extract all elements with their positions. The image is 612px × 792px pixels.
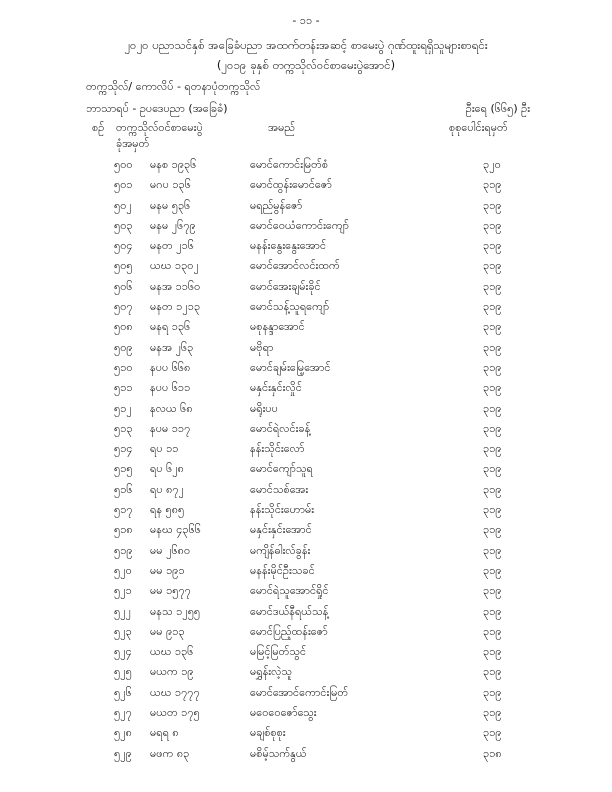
column-header-name: အမည် <box>268 121 296 134</box>
exam-number: ရပ ၆၂၈ <box>150 462 184 476</box>
row-number: ၅၁၇ <box>114 503 133 517</box>
exam-number: မနဃ ၄၃၆၆ <box>150 523 201 537</box>
table-row <box>0 338 612 358</box>
exam-number: မမ ၁၅၇၇ <box>150 584 191 598</box>
table-row <box>0 561 612 581</box>
table-row <box>0 256 612 276</box>
student-name: မောင်ကျော်သူရ <box>250 462 313 476</box>
row-number: ၅၁၀ <box>114 360 133 374</box>
table-row <box>0 378 612 398</box>
table-row <box>0 399 612 419</box>
exam-number: မနရ ၁၃၆ <box>150 320 191 334</box>
table-row <box>0 541 612 561</box>
student-name: နန်းသိုင်းဟောမ်း <box>250 503 315 517</box>
row-number: ၅၂၀ <box>114 563 132 577</box>
student-name: မောင်အောင်ကောင်းမြတ် <box>250 685 349 699</box>
exam-number: ယဃ ၁၃၆ <box>150 645 194 659</box>
subject-label: ဘာသာရပ် - ဥပဒေပညာ (အခြေခံ) <box>86 102 228 115</box>
student-name: မောင်ကောင်းမြတ်စံ <box>250 158 329 171</box>
total-score: ၃၁၉ <box>483 726 502 740</box>
student-name: နန်းသိုင်းလော် <box>250 442 305 456</box>
student-name: မောင်ဝေယံကောင်းကျော် <box>250 218 349 232</box>
student-name: မဗိုရာ <box>250 340 274 354</box>
row-number: ၅၂၈ <box>114 726 132 740</box>
total-score: ၃၁၉ <box>483 300 502 314</box>
row-number: ၅၂၅ <box>114 665 132 679</box>
row-number: ၅၀၅ <box>114 259 133 273</box>
table-row <box>0 439 612 459</box>
exam-number: မဂပ ၁၃၆ <box>150 178 191 192</box>
student-name: မောင်ချမ်းမြေ့အောင် <box>250 360 331 374</box>
exam-number: ရပ ၈၇၂ <box>150 482 184 496</box>
exam-number: မနမ ၂၆၇၉ <box>150 218 196 232</box>
total-score: ၃၁၉ <box>483 279 502 293</box>
total-score: ၃၁၉ <box>483 198 502 212</box>
student-name: မောင်သန့်သူရကျော် <box>250 300 330 314</box>
student-name: မောင်ဒယ်နီရယ်သန့် <box>250 604 329 618</box>
row-number: ၅၂၆ <box>114 685 132 699</box>
row-number: ၅၀၄ <box>114 239 133 253</box>
exam-number: မနတ ၁၂၁၃ <box>150 300 201 314</box>
exam-number: မယတ ၁၇၅ <box>150 706 200 720</box>
exam-number: နပမ ၁၁၇ <box>150 421 191 435</box>
row-number: ၅၂၉ <box>114 746 132 760</box>
total-score: ၃၁၉ <box>483 340 502 354</box>
page-title: ၂၀၂၀ ပညာသင်နှစ် အခြေခံပညာ အထက်တန်းအဆင့် စာမေးပွဲ ဂုဏ်ထူးရရှိသူများစာရင်း <box>124 38 488 52</box>
student-name: မစုနန္ဒာအောင် <box>250 320 305 334</box>
total-score: ၃၁၉ <box>483 665 502 679</box>
total-score: ၃၁၉ <box>483 218 502 232</box>
row-number: ၅၀၃ <box>114 218 133 232</box>
table-row <box>0 155 612 175</box>
column-header-exam-sub: ခုံအမှတ် <box>116 137 150 150</box>
total-score: ၃၂၀ <box>483 158 501 171</box>
column-header-exam: တက္ကသိုလ်ဝင်စာမေးပွဲ <box>116 121 203 134</box>
exam-number: မနစ ၁၉၃၆ <box>150 158 197 171</box>
exam-number: ယဃ ၁၇၇၇ <box>150 685 200 699</box>
exam-number: နပပ ၆၁၁ <box>150 381 191 395</box>
student-name: မရည်မွန်ဇော် <box>250 198 303 212</box>
total-score: ၃၁၉ <box>483 239 502 253</box>
student-name: မနှင်းနှင်းလှိုင် <box>250 381 302 395</box>
row-number: ၅၁၄ <box>114 442 133 456</box>
table-row <box>0 520 612 540</box>
table-row <box>0 703 612 723</box>
exam-number: မမ ၂၆၈၀ <box>150 543 191 557</box>
student-name: မောင်ရဲသူအောင်ရှိုင် <box>250 584 329 598</box>
total-score: ၃၁၉ <box>483 503 502 517</box>
total-score: ၃၁၉ <box>483 421 502 435</box>
row-number: ၅၀၆ <box>114 279 133 293</box>
total-score: ၃၁၉ <box>483 381 502 395</box>
total-score: ၃၁၉ <box>483 259 502 273</box>
row-number: ၅၁၂ <box>114 401 132 415</box>
total-score: ၃၁၉ <box>483 706 502 720</box>
total-score: ၃၁၉ <box>483 604 502 618</box>
table-row <box>0 480 612 500</box>
exam-number: နလယ ၆၈ <box>150 401 193 415</box>
column-header-no: စဉ် <box>92 121 105 134</box>
row-number: ၅၂၂ <box>114 604 131 618</box>
total-score: ၃၁၉ <box>483 401 502 415</box>
total-score: ၃၁၉ <box>483 685 502 699</box>
table-row <box>0 196 612 216</box>
total-score: ၃၁၉ <box>483 482 502 496</box>
table-row <box>0 642 612 662</box>
row-number: ၅၁၉ <box>114 543 133 557</box>
results-table <box>0 155 612 764</box>
table-row <box>0 500 612 520</box>
row-number: ၅၀၀ <box>114 158 133 171</box>
student-name: မောင်ပြည့်ထန်းဇော် <box>250 624 328 638</box>
exam-number: မမ ၉၁၃ <box>150 624 185 638</box>
student-name: မနှင်းနှင်းအောင် <box>250 523 312 537</box>
total-score: ၃၁၉ <box>483 645 502 659</box>
total-score: ၃၁၉ <box>483 178 502 192</box>
exam-number: မနသ ၁၂၅၅ <box>150 604 201 618</box>
row-number: ၅၂၃ <box>114 624 132 638</box>
page-subtitle: (၂၀၁၉ ခုနှစ် တက္ကသိုလ်ဝင်စာမေးပွဲအောင်) <box>216 58 396 72</box>
exam-number: မဖက ၈၃ <box>150 746 190 760</box>
table-row <box>0 744 612 764</box>
total-score: ၃၁၉ <box>483 462 502 476</box>
table-row <box>0 236 612 256</box>
exam-number: ရန ၅၈၅ <box>150 503 185 517</box>
column-header-total: စုစုပေါင်းရမှတ် <box>449 121 508 134</box>
student-name: မောင်သစ်အေး <box>250 482 309 496</box>
total-score: ၃၁၉ <box>483 360 502 374</box>
student-name: မချစ်စုစုး <box>250 726 286 740</box>
student-name: မစိမ့်သက်နွယ် <box>250 746 307 760</box>
row-number: ၅၁၁ <box>114 381 133 395</box>
student-name: မောင်ရဲလင်းခန့် <box>250 421 311 435</box>
student-name: မနန်းမိုင်ဦးသခင် <box>250 563 315 577</box>
exam-number: မနအ ၁၁၆၀ <box>150 279 201 293</box>
row-number: ၅၁၈ <box>114 523 133 537</box>
table-row <box>0 581 612 601</box>
row-number: ၅၁၅ <box>114 462 133 476</box>
exam-number: ရပ ၁၁ <box>150 442 179 456</box>
table-row <box>0 216 612 236</box>
row-number: ၅၀၂ <box>114 198 132 212</box>
exam-number: မမ ၁၉၁ <box>150 563 185 577</box>
student-name: မောင်အောင်လင်းထက် <box>250 259 340 273</box>
row-number: ၅၀၉ <box>114 340 133 354</box>
table-row <box>0 317 612 337</box>
student-name: မမြင့်မြတ်သွင် <box>250 645 307 659</box>
student-name: မနန်းနွေးနွေးအောင် <box>250 239 327 253</box>
table-row <box>0 683 612 703</box>
student-name: မရိုးပပ <box>250 401 278 415</box>
total-score: ၃၁၉ <box>483 624 502 638</box>
table-row <box>0 459 612 479</box>
student-name: မောင်အေးချမ်းခိုင် <box>250 279 321 293</box>
exam-number: မရရ ၈ <box>150 726 179 740</box>
row-number: ၅၀၈ <box>114 320 133 334</box>
table-row <box>0 602 612 622</box>
table-row <box>0 419 612 439</box>
total-score: ၃၁၉ <box>483 320 502 334</box>
row-number: ၅၁၃ <box>114 421 133 435</box>
row-number: ၅၂၇ <box>114 706 132 720</box>
student-name: မဝေဝေဇော်သွေး <box>250 706 317 720</box>
exam-number: နပပ ၆၆၈ <box>150 360 191 374</box>
exam-number: ယဃ ၁၃၀၂ <box>150 259 199 273</box>
total-score: ၃၁၉ <box>483 584 502 598</box>
university-label: တက္ကသိုလ်/ ကောလိပ် - ရတနာပုံတက္ကသိုလ် <box>86 80 261 93</box>
table-row <box>0 622 612 642</box>
exam-number: မယက ၁၉ <box>150 665 194 679</box>
table-row <box>0 662 612 682</box>
student-name: မရွှန်းလဲ့သူ <box>250 665 293 679</box>
total-score: ၃၁၉ <box>483 543 502 557</box>
table-row <box>0 175 612 195</box>
row-number: ၅၀၇ <box>114 300 133 314</box>
exam-number: မနအ ၂၆၃ <box>150 340 194 354</box>
row-number: ၅၀၁ <box>114 178 133 192</box>
exam-number: မနမ ၅၃၆ <box>150 198 191 212</box>
total-score: ၃၁၉ <box>483 563 502 577</box>
table-row <box>0 277 612 297</box>
exam-number: မနတ ၂၁၆ <box>150 239 194 253</box>
student-name: မောင်ထွန်းမောင်ဇော် <box>250 178 332 192</box>
headcount-label: ဦးရေ (၆၆၅) ဦး <box>465 102 530 115</box>
total-score: ၃၁၈ <box>483 746 502 760</box>
total-score: ၃၁၉ <box>483 523 502 537</box>
page-number: - ၁၁ - <box>292 14 320 27</box>
row-number: ၅၁၆ <box>114 482 133 496</box>
student-name: မကျိန်ဓါးလ်ခွန်း <box>250 543 311 557</box>
table-row <box>0 358 612 378</box>
total-score: ၃၁၉ <box>483 442 502 456</box>
row-number: ၅၂၁ <box>114 584 132 598</box>
row-number: ၅၂၄ <box>114 645 132 659</box>
table-row <box>0 723 612 743</box>
table-row <box>0 297 612 317</box>
